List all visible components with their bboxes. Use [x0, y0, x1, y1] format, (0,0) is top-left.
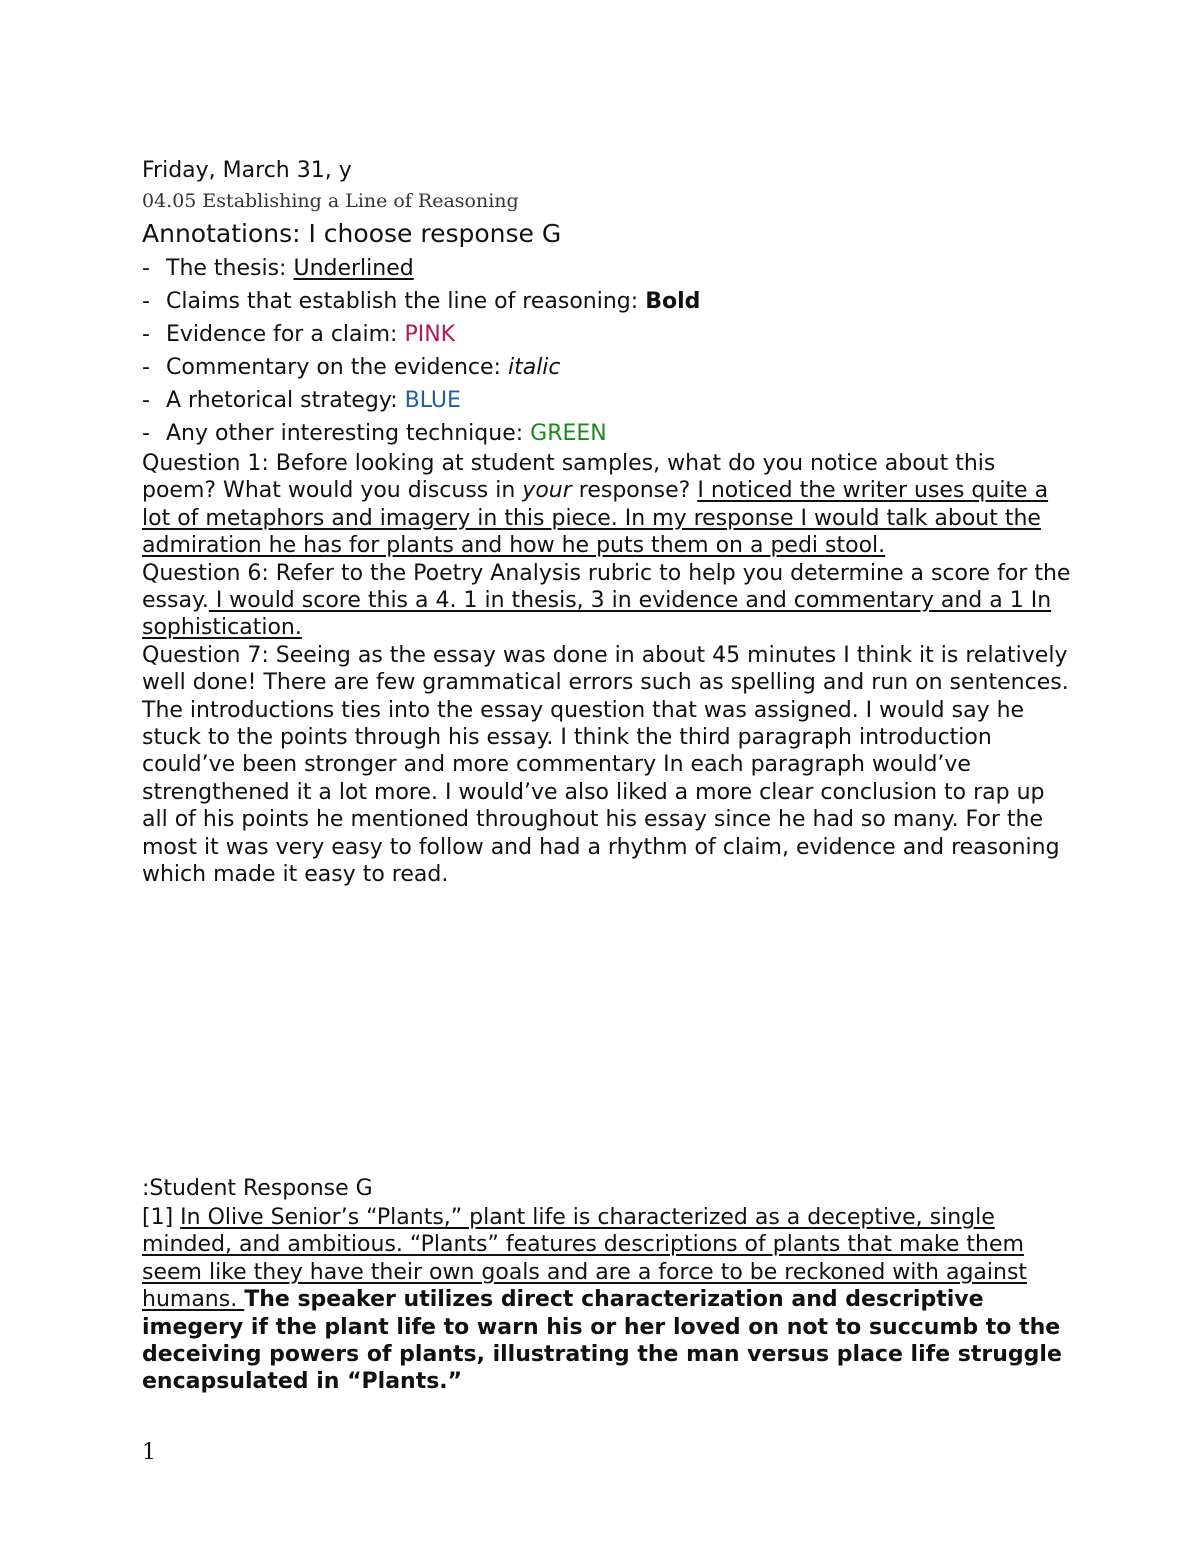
- legend-value-pink: PINK: [404, 322, 456, 347]
- legend-value-blue: BLUE: [404, 388, 461, 413]
- legend-value-underlined: Underlined: [293, 256, 414, 281]
- question-1-prompt: Question 1: Before looking at student samples, what do you notice about this poem? What would you discuss in: [142, 451, 996, 504]
- claim-text: The speaker utilizes direct characterization and descriptive imegery if the plant life to warn his or her loved on not to succumb to the deceiving powers of plants, illustrating the man versus place life struggle encapsulated in “Plants.”: [142, 1287, 1062, 1395]
- dash-bullet: -: [142, 355, 150, 380]
- paragraph-marker: [1]: [142, 1205, 181, 1230]
- question-1-prompt-end: response?: [571, 478, 698, 504]
- legend-label: The thesis:: [166, 256, 294, 281]
- question-6-prompt: Question 6: Refer to the Poetry Analysis rubric to help you determine a score for the essay.: [142, 560, 1071, 614]
- legend-label: Any other interesting technique:: [166, 421, 531, 446]
- notes-section: [142, 154, 1072, 889]
- student-response-section: [142, 1174, 1072, 1396]
- thesis-text: In Olive Senior’s “Plants,” plant life is characterized as a deceptive, single minded, and ambitious. “Plants” features descriptions of plants that make them seem like they have their own goals and are a force to be reckoned with against humans.: [142, 1205, 1028, 1313]
- student-response-paragraph: [142, 1204, 1072, 1396]
- dash-bullet: -: [142, 289, 150, 314]
- dash-bullet: -: [142, 322, 150, 347]
- question-7: Question 7: Seeing as the essay was done in about 45 minutes I think it is relatively well done! There are few grammatical errors such as spelling and run on sentences. The introductions ties into the essay question that was assigned. I would say he stuck to the points through his essay. I think the third paragraph introduction could’ve been stronger and more commentary In each paragraph would’ve strengthened it a lot more. I would’ve also liked a more clear conclusion to rap up all of his points he mentioned throughout his essay since he had so many. For the most it was very easy to follow and had a rhythm of claim, evidence and reasoning which made it easy to read.: [142, 642, 1069, 888]
- legend-label: Commentary on the evidence:: [166, 355, 508, 380]
- dash-bullet: -: [142, 256, 150, 281]
- annotation-legend: [142, 252, 1072, 450]
- dash-bullet: -: [142, 421, 150, 446]
- legend-value-italic: italic: [507, 355, 561, 380]
- legend-label: Evidence for a claim:: [166, 322, 405, 347]
- page-number: 1: [142, 1440, 156, 1465]
- question-1: [142, 450, 1072, 560]
- legend-item-commentary: [142, 351, 1072, 384]
- legend-item-rhetorical: [142, 384, 1072, 417]
- legend-item-other: [142, 417, 1072, 450]
- date-line: Friday, March 31, y: [142, 158, 352, 183]
- legend-value-bold: Bold: [645, 289, 701, 314]
- legend-item-evidence: [142, 318, 1072, 351]
- dash-bullet: -: [142, 388, 150, 413]
- question-1-answer: I noticed the writer uses quite a lot of metaphors and imagery in this piece. In my response I would talk about the admiration he has for plants and how he puts them on a pedi stool.: [142, 478, 1049, 559]
- student-response-heading: :Student Response G: [142, 1176, 373, 1201]
- legend-label: Claims that establish the line of reasoning:: [166, 289, 646, 314]
- legend-label: A rhetorical strategy:: [166, 388, 405, 413]
- legend-item-claims: [142, 285, 1072, 318]
- legend-item-thesis: [142, 252, 1072, 285]
- annotations-heading: Annotations: I choose response G: [142, 219, 562, 248]
- legend-value-green: GREEN: [530, 421, 607, 446]
- question-1-prompt-emphasis: your: [522, 478, 572, 504]
- question-6-answer: I would score this a 4. 1 in thesis, 3 in evidence and commentary and a 1 In sophistication.: [142, 588, 1052, 641]
- question-6: [142, 560, 1072, 642]
- assignment-title: 04.05 Establishing a Line of Reasoning: [142, 190, 519, 212]
